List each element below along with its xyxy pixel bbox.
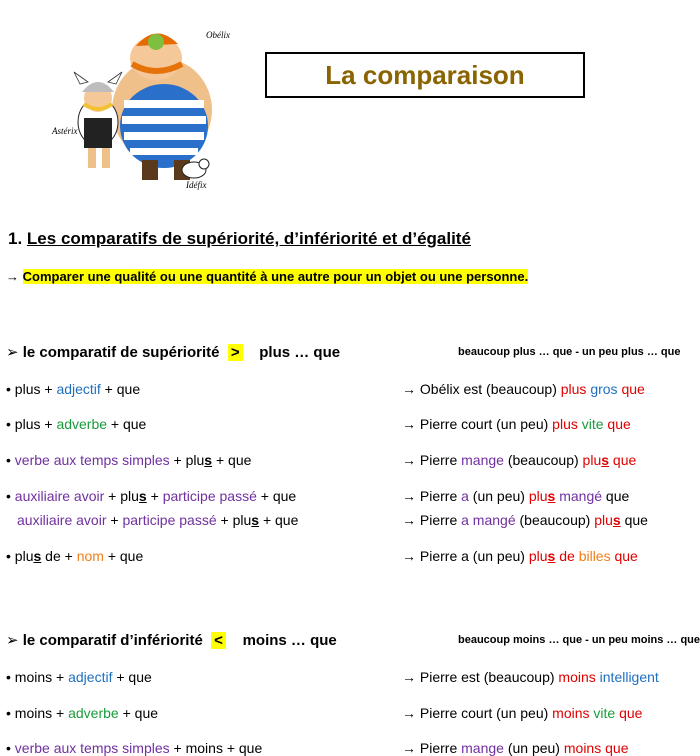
example-text: intelligent <box>595 669 659 685</box>
rule-text: + que <box>112 669 152 685</box>
example-text: plu <box>528 548 548 564</box>
rule-text: + que <box>100 381 141 397</box>
example-text: plu <box>582 452 602 468</box>
rule-text: auxiliaire avoir <box>14 488 105 504</box>
section-goal-text: Comparer une qualité ou une quantité à une autre pour un objet ou une personne. <box>22 269 529 284</box>
example-row <box>402 740 628 756</box>
inferiority-formula: moins … que <box>242 632 337 649</box>
rule-text: + que <box>212 452 252 468</box>
example-text: gros <box>586 381 618 397</box>
example-row <box>402 488 629 504</box>
example-text: que <box>609 452 637 468</box>
example-text: que <box>610 548 638 564</box>
bullet-dot: • <box>6 548 11 564</box>
rule-text: s <box>204 452 213 468</box>
example-text: → Pierre court (un peu) <box>402 705 553 721</box>
rule-text: s <box>33 548 42 564</box>
rule-text: + que <box>103 548 144 564</box>
example-text: s <box>612 512 621 528</box>
rule-text: adjectif <box>56 381 101 397</box>
example-text: que <box>615 705 643 721</box>
rule-text: nom <box>76 548 104 564</box>
example-text: plus <box>552 416 578 432</box>
rule-text: auxiliaire avoir <box>17 512 107 528</box>
example-text: moins <box>563 740 602 756</box>
rule-text: plus + <box>14 416 57 432</box>
bullet-arrow-icon: ➢ <box>6 632 19 649</box>
superiority-sign: > <box>228 344 243 361</box>
example-text: (un peu) <box>503 740 564 756</box>
rule-row <box>6 452 251 468</box>
example-text: s <box>547 548 556 564</box>
rule-text: + que <box>259 512 299 528</box>
example-text: a <box>461 488 469 504</box>
arrow-icon: → <box>6 269 19 284</box>
bullet-dot: • <box>6 381 11 397</box>
example-text: → Pierre <box>402 512 462 528</box>
example-text: que <box>602 488 630 504</box>
superiority-label: le comparatif de supériorité <box>22 344 220 361</box>
example-text: billes <box>578 548 611 564</box>
example-text: (un peu) <box>468 488 529 504</box>
rule-text: plus + <box>14 381 57 397</box>
rule-text: + <box>146 488 163 504</box>
rule-text: s <box>138 488 147 504</box>
rule-row <box>17 512 298 528</box>
rule-text: + plu <box>216 512 252 528</box>
example-text: s <box>601 452 610 468</box>
rule-text: participe passé <box>122 512 217 528</box>
example-text: mange <box>461 452 504 468</box>
asterix-label: Astérix <box>52 126 78 136</box>
bullet-dot: • <box>6 705 11 721</box>
rule-text: adjectif <box>68 669 113 685</box>
example-text: plus <box>560 381 587 397</box>
example-text: plu <box>528 488 548 504</box>
example-row <box>402 452 636 468</box>
section-number: 1. <box>8 229 23 248</box>
example-row <box>402 512 648 528</box>
example-text: → Pierre <box>402 452 462 468</box>
bullet-dot: • <box>6 452 11 468</box>
rule-row <box>6 705 158 721</box>
rule-row <box>6 416 146 432</box>
bullet-dot: • <box>6 416 11 432</box>
example-text: → Pierre court (un peu) <box>402 416 553 432</box>
example-text: que <box>603 416 631 432</box>
rule-text: plu <box>14 548 34 564</box>
example-text: a mangé <box>461 512 516 528</box>
inferiority-label: le comparatif d’infériorité <box>22 632 203 649</box>
obelix-label: Obélix <box>206 30 230 40</box>
example-text: → Obélix est (beaucoup) <box>402 381 561 397</box>
example-text: que <box>620 512 648 528</box>
example-text: → Pierre a (un peu) <box>402 548 529 564</box>
superiority-hint: beaucoup plus … que - un peu plus … que <box>458 346 681 358</box>
example-row <box>402 381 645 397</box>
example-text: moins <box>552 705 590 721</box>
rule-text: moins + <box>14 669 69 685</box>
superiority-formula: plus … que <box>259 344 341 361</box>
section-goal <box>6 269 528 284</box>
example-text: que <box>601 740 629 756</box>
idefix-label: Idéfix <box>186 180 207 190</box>
section-heading <box>8 229 471 249</box>
rule-text: + que <box>256 488 297 504</box>
superiority-heading <box>6 343 340 361</box>
example-row <box>402 548 638 564</box>
rule-row <box>6 669 152 685</box>
example-row <box>402 705 642 721</box>
inferiority-heading <box>6 631 337 649</box>
section-heading-text: Les comparatifs de supériorité, d’infériorité et d’égalité <box>26 229 471 248</box>
rule-row <box>6 740 262 756</box>
example-text: (beaucoup) <box>503 452 583 468</box>
inferiority-hint: beaucoup moins … que - un peu moins … que <box>458 634 700 646</box>
inferiority-sign: < <box>211 632 226 649</box>
asterix-obelix-illustration <box>44 18 244 190</box>
example-row <box>402 416 631 432</box>
rule-text: + que <box>107 416 147 432</box>
rule-text: verbe aux temps simples <box>14 740 170 756</box>
rule-text: + moins + que <box>169 740 263 756</box>
example-text: mange <box>461 740 504 756</box>
example-text: vite <box>577 416 604 432</box>
example-text: → Pierre <box>402 488 462 504</box>
example-text: plu <box>594 512 613 528</box>
example-text: de <box>555 548 579 564</box>
example-text: moins <box>558 669 596 685</box>
page-title-box <box>265 52 585 98</box>
rule-text: adverbe <box>68 705 119 721</box>
rule-text: moins + <box>14 705 69 721</box>
example-text: vite <box>589 705 616 721</box>
example-text: → Pierre <box>402 740 462 756</box>
example-text: s <box>547 488 556 504</box>
rule-row <box>6 488 296 504</box>
bullet-dot: • <box>6 488 11 504</box>
bullet-arrow-icon: ➢ <box>6 344 19 361</box>
example-text: mangé <box>555 488 603 504</box>
example-text: que <box>617 381 645 397</box>
bullet-dot: • <box>6 669 11 685</box>
example-text: → Pierre est (beaucoup) <box>402 669 559 685</box>
rule-text: participe passé <box>162 488 257 504</box>
page-title: La comparaison <box>325 59 525 90</box>
rule-text: + plu <box>169 452 205 468</box>
rule-row <box>6 548 143 564</box>
rule-text: + que <box>118 705 159 721</box>
bullet-dot: • <box>6 740 11 756</box>
example-row <box>402 669 659 685</box>
rule-row <box>6 381 140 397</box>
rule-text: s <box>251 512 260 528</box>
rule-text: adverbe <box>56 416 108 432</box>
rule-text: de + <box>41 548 77 564</box>
example-text: (beaucoup) <box>515 512 595 528</box>
rule-text: + <box>106 512 123 528</box>
rule-text: + plu <box>104 488 139 504</box>
rule-text: verbe aux temps simples <box>14 452 170 468</box>
